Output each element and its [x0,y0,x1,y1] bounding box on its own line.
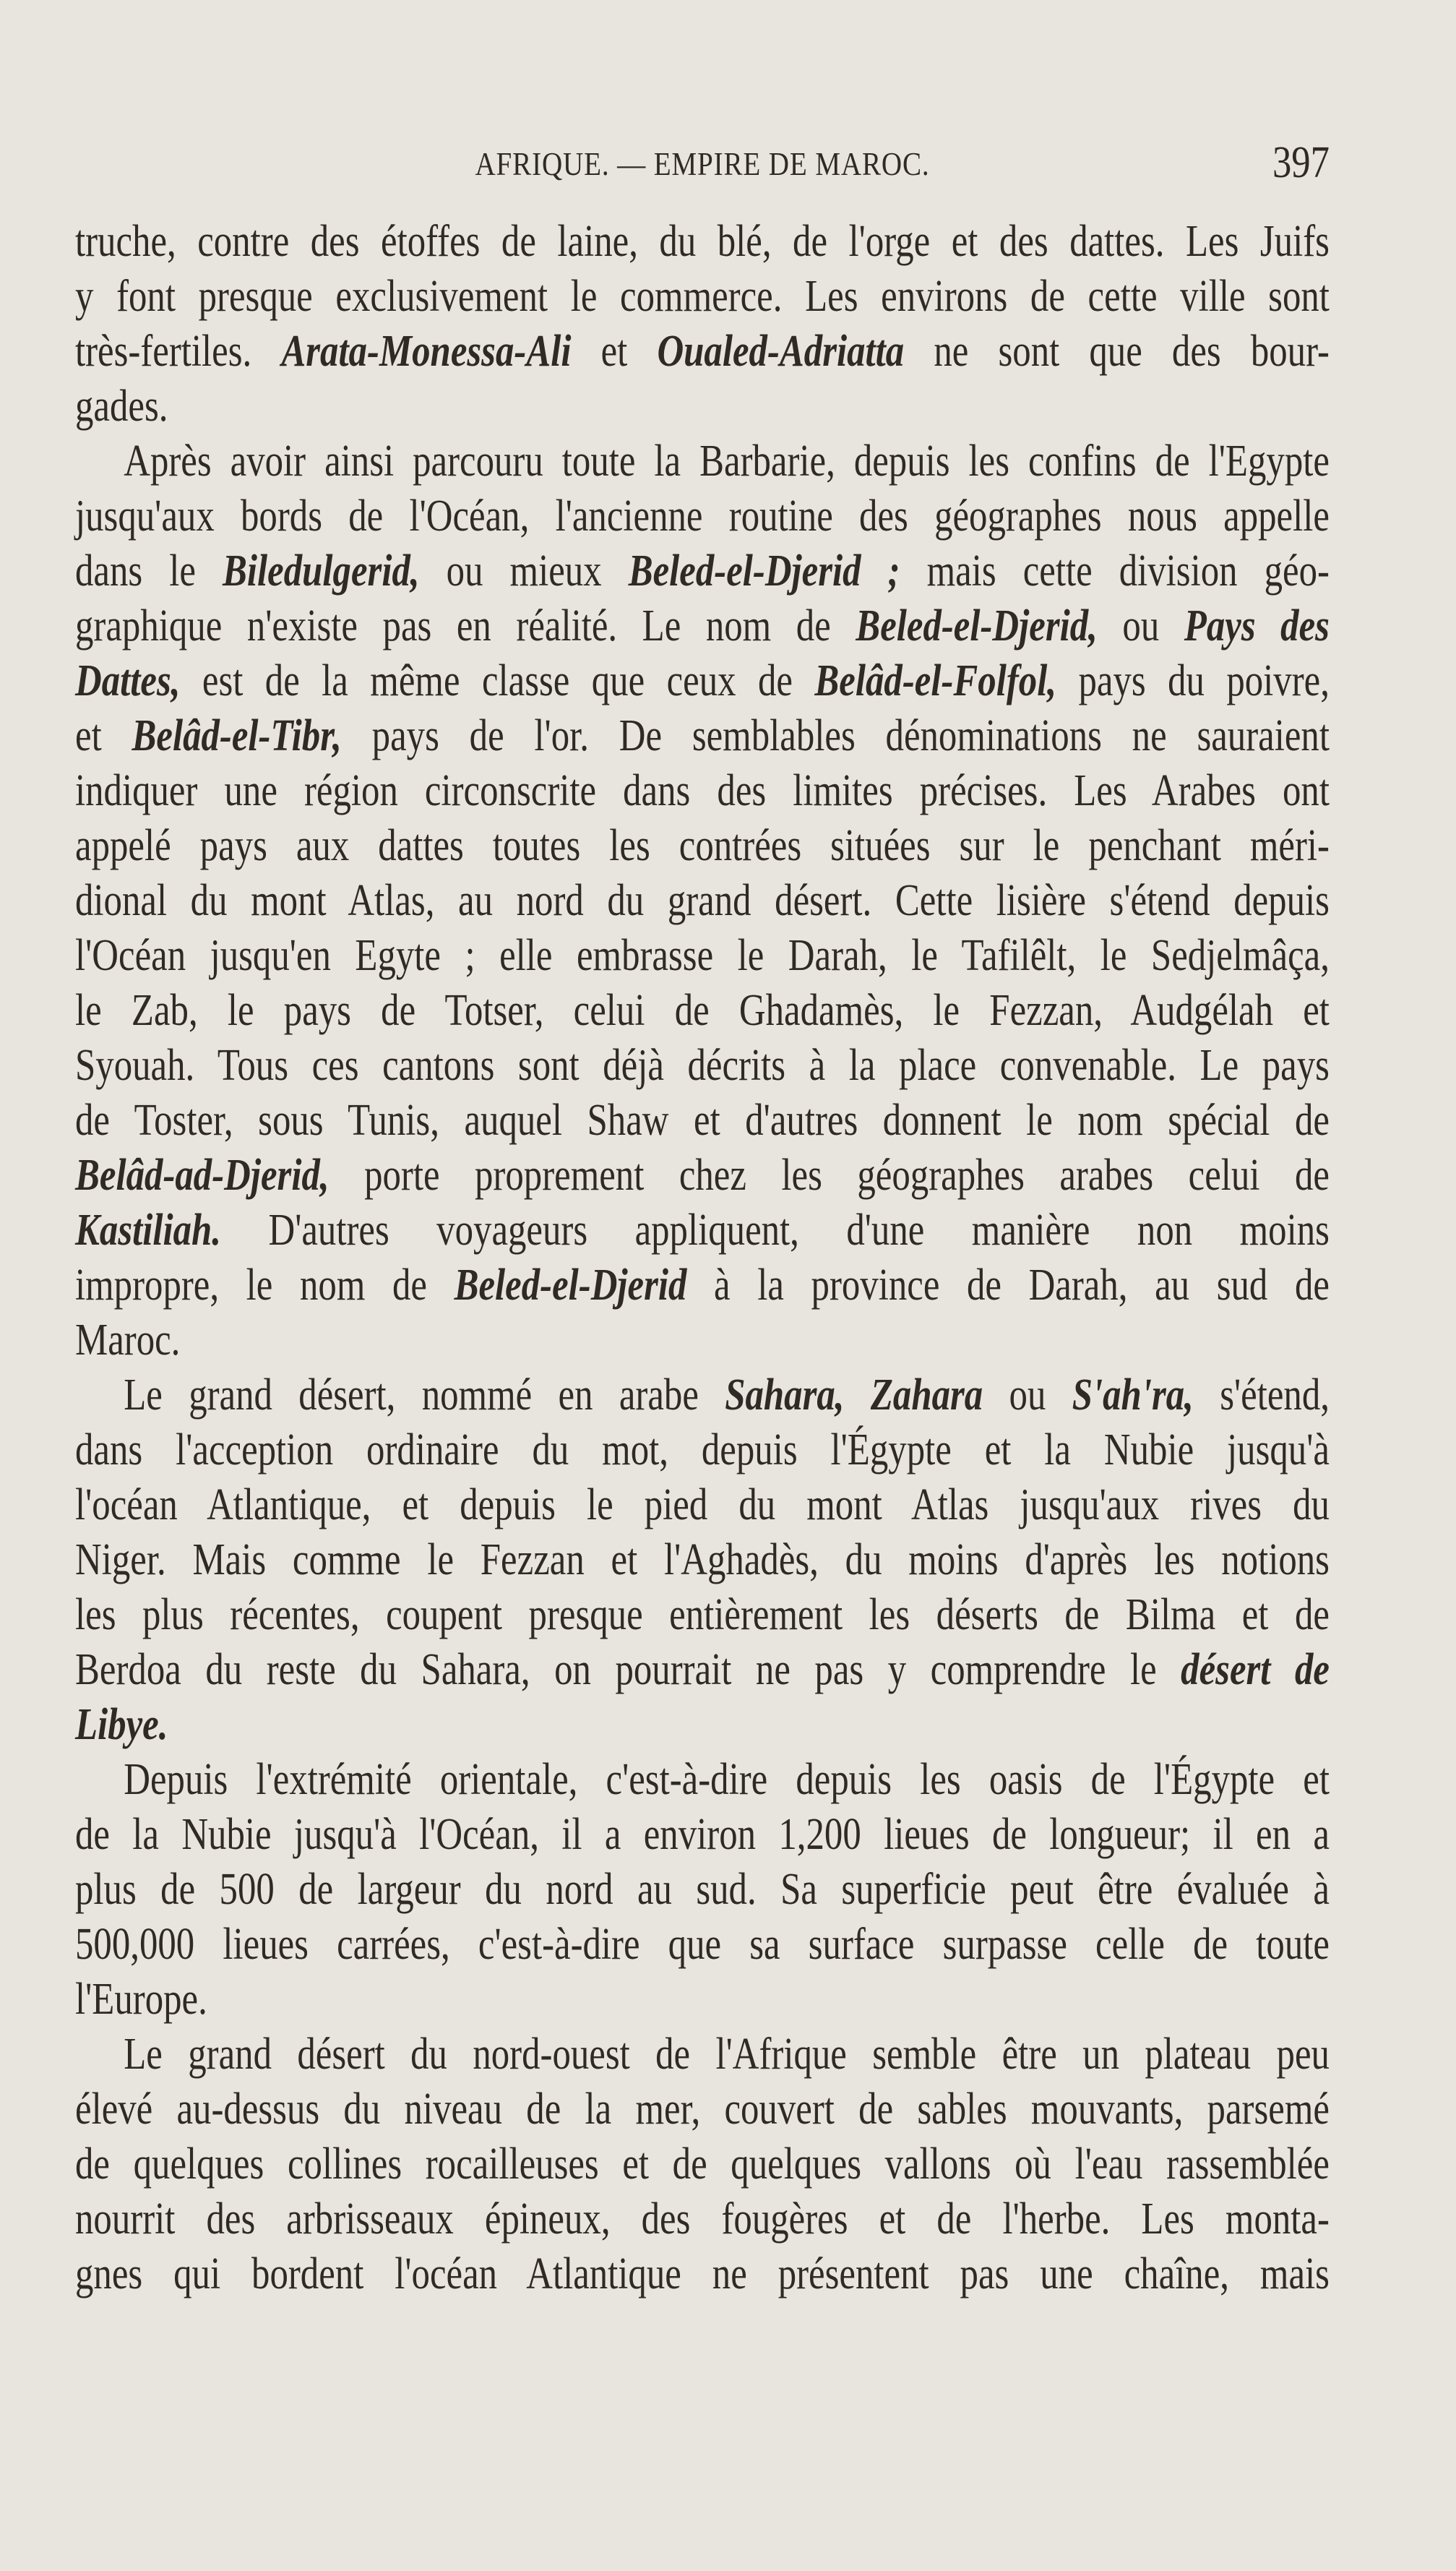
italic-text: Beled-el-Djerid, [856,601,1098,651]
text-line [75,489,1330,544]
text-line [75,214,1330,269]
italic-text: Beled-el-Djerid [454,1261,687,1310]
text-segment: indiquer une région circonscrite dans des limites précises. Les Arabes ont [75,766,1330,815]
paragraph [75,1368,1330,1752]
text-segment: Depuis l'extrémité orientale, c'est-à-dire depuis les oasis de l'Égypte et [124,1755,1330,1804]
text-segment: très-fertiles. [75,327,282,376]
text-line [75,1148,1330,1203]
text-segment: Le grand désert du nord-ouest de l'Afrique semble être un plateau peu [124,2030,1330,2079]
italic-text: Zahara [870,1370,983,1420]
text-segment: dans l'acception ordinaire du mot, depuis l'Égypte et la Nubie jusqu'à [75,1425,1330,1475]
paragraph [75,2027,1330,2301]
text-line [75,873,1330,928]
text-segment: et [571,327,658,376]
text-segment: pays de l'or. De semblables dénominations ne sauraient [341,711,1330,760]
text-line [75,269,1330,324]
text-segment: dans le [75,546,223,596]
text-line [75,1477,1330,1532]
text-line [75,2082,1330,2137]
text-segment: de Toster, sous Tunis, auquel Shaw et d'autres donnent le nom spécial de [75,1096,1330,1145]
text-segment: ou mieux [419,546,629,596]
text-segment: y font presque exclusivement le commerce. Les environs de cette ville sont [75,272,1330,321]
text-segment: l'océan Atlantique, et depuis le pied du mont Atlas jusqu'aux rives du [75,1480,1330,1529]
text-segment: D'autres voyageurs appliquent, d'une manière non moins [221,1206,1330,1255]
text-line [75,1917,1330,1972]
text-line [75,1258,1330,1313]
text-line [75,1203,1330,1258]
italic-text: Dattes, [75,656,181,705]
text-segment: appelé pays aux dattes toutes les contrées situées sur le penchant méri- [75,821,1330,870]
body-text [75,214,1330,2301]
text-line [75,1093,1330,1148]
italic-text: Kastiliah. [75,1206,222,1255]
text-segment: ou [983,1370,1072,1420]
text-line [75,1313,1330,1368]
text-segment: pays du poivre, [1056,656,1330,705]
text-segment: 500,000 lieues carrées, c'est-à-dire que sa surface surpasse celle de toute [75,1920,1330,1969]
text-segment: nourrit des arbrisseaux épineux, des fougères et de l'herbe. Les monta- [75,2194,1330,2244]
text-line [75,1368,1330,1422]
text-segment: est de la même classe que ceux de [180,656,815,705]
text-segment: de quelques collines rocailleuses et de quelques vallons où l'eau rassemblée [75,2139,1330,2189]
paragraph [75,1752,1330,2027]
text-line [75,1972,1330,2027]
text-line [75,598,1330,653]
italic-text: Arata-Monessa-Ali [281,327,572,376]
text-segment: mais cette division géo- [900,546,1330,596]
text-segment: de la Nubie jusqu'à l'Océan, il a environ 1,200 lieues de longueur; il en a [75,1810,1330,1859]
text-segment: impropre, le nom de [75,1261,455,1310]
text-line [75,1697,1330,1752]
text-line [75,2137,1330,2192]
text-line [75,1038,1330,1093]
text-segment: Syouah. Tous ces cantons sont déjà décrits à la place convenable. Le pays [75,1041,1330,1090]
text-segment [845,1370,871,1420]
text-segment: Après avoir ainsi parcouru toute la Barbarie, depuis les confins de l'Egypte [124,437,1330,486]
text-segment: truche, contre des étoffes de laine, du blé, de l'orge et des dattes. Les Juifs [75,217,1330,266]
italic-text: Belâd-el-Tibr, [132,711,342,760]
text-segment: jusqu'aux bords de l'Océan, l'ancienne routine des géographes nous appelle [75,492,1330,541]
text-segment: plus de 500 de largeur du nord au sud. Sa superficie peut être évaluée à [75,1865,1330,1914]
text-line [75,1862,1330,1917]
italic-text: Sahara, [725,1370,845,1420]
text-segment: les plus récentes, coupent presque entièrement les déserts de Bilma et de [75,1590,1330,1639]
text-segment: Maroc. [75,1315,181,1365]
text-segment: Le grand désert, nommé en arabe [124,1370,725,1420]
running-title: AFRIQUE. — EMPIRE DE MAROC. [475,145,930,182]
text-segment: graphique n'existe pas en réalité. Le nom de [75,601,856,651]
text-segment: l'Océan jusqu'en Egyte ; elle embrasse le Darah, le Tafilêlt, le Sedjelmâça, [75,931,1330,980]
text-line [75,653,1330,708]
paragraph [75,214,1330,434]
text-line [75,708,1330,763]
text-line [75,928,1330,983]
text-line [75,2192,1330,2246]
page-header [75,137,1330,195]
text-segment: ou [1097,601,1184,651]
paragraph [75,434,1330,1368]
text-line [75,818,1330,873]
italic-text: Pays des [1184,601,1330,651]
text-line [75,983,1330,1038]
italic-text: Beled-el-Djerid ; [628,546,900,596]
text-line [75,379,1330,434]
text-line [75,1532,1330,1587]
text-segment: le Zab, le pays de Totser, celui de Ghadamès, le Fezzan, Audgélah et [75,986,1330,1035]
text-line [75,1807,1330,1862]
text-line [75,544,1330,598]
text-segment: Niger. Mais comme le Fezzan et l'Aghadès, du moins d'après les notions [75,1535,1330,1584]
text-segment: élevé au-dessus du niveau de la mer, couvert de sables mouvants, parsemé [75,2085,1330,2134]
text-line [75,763,1330,818]
text-segment: porte proprement chez les géographes arabes celui de [329,1151,1330,1200]
text-line [75,1752,1330,1807]
italic-text: Biledulgerid, [223,546,420,596]
text-line [75,2027,1330,2082]
italic-text: Libye. [75,1700,168,1749]
text-segment: gnes qui bordent l'océan Atlantique ne présentent pas une chaîne, mais [75,2249,1330,2299]
text-segment: s'étend, [1193,1370,1330,1420]
text-line [75,2246,1330,2301]
italic-text: Belâd-el-Folfol, [814,656,1057,705]
text-segment: Berdoa du reste du Sahara, on pourrait ne pas y comprendre le [75,1645,1181,1694]
page-number: 397 [1272,138,1330,187]
text-line [75,434,1330,489]
text-segment: à la province de Darah, au sud de [686,1261,1330,1310]
text-segment: ne sont que des bour- [904,327,1330,376]
text-segment: gades. [75,382,168,431]
text-segment: dional du mont Atlas, au nord du grand désert. Cette lisière s'étend depuis [75,876,1330,925]
text-segment: l'Europe. [75,1975,207,2024]
italic-text: Belâd-ad-Djerid, [75,1151,329,1200]
text-line [75,1587,1330,1642]
italic-text: Oualed-Adriatta [657,327,905,376]
text-line [75,324,1330,379]
italic-text: S'ah'ra, [1072,1370,1194,1420]
italic-text: désert de [1181,1645,1330,1694]
text-line [75,1642,1330,1697]
text-line [75,1422,1330,1477]
text-segment: et [75,711,132,760]
